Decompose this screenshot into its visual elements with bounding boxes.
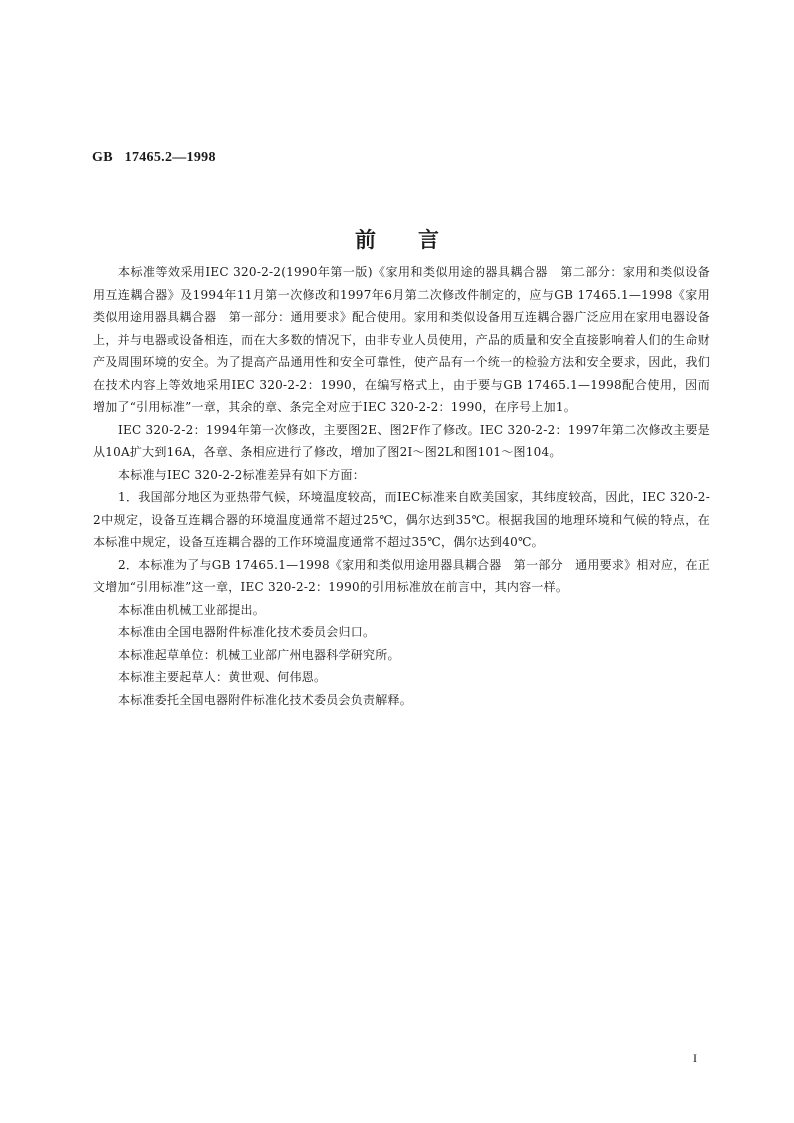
paragraph-amendments: IEC 320-2-2：1994年第一次修改，主要图2E、图2F作了修改。IEC 320-2-2：1997年第二次修改主要是从10A扩大到16A，各章、条相应进行了修改，增加了图2I～图2L和图101～图104。	[93, 422, 710, 459]
paragraph-proposer: 本标准由机械工业部提出。	[118, 602, 266, 617]
paragraph-centralized: 本标准由全国电器附件标准化技术委员会归口。	[118, 625, 376, 639]
standard-code: GB	[92, 150, 113, 165]
paragraph-difference-1: 1．我国部分地区为亚热带气候，环境温度较高，而IEC标准来自欧美国家，其纬度较高，因此，IEC 320-2-2中规定，设备互连耦合器的环境温度通常不超过25℃，偶尔达到35℃。根据我国的地理环境和气候的特点，在本标准中规定，设备互连耦合器的工作环境温度通常不超过35℃，偶尔达到40℃。	[93, 490, 710, 549]
foreword-body	[93, 261, 710, 711]
paragraph-differences-intro: 本标准与IEC 320-2-2标准差异有如下方面：	[118, 467, 366, 482]
standard-header	[92, 150, 216, 166]
paragraph-interpretation: 本标准委托全国电器附件标准化技术委员会负责解释。	[118, 692, 413, 707]
paragraph-drafting-unit: 本标准起草单位：机械工业部广州电器科学研究所。	[118, 647, 400, 662]
paragraph-difference-2: 2．本标准为了与GB 17465.1—1998《家用和类似用途用器具耦合器 第一部分 通用要求》相对应，在正文增加“引用标准”这一章，IEC 320-2-2：1990的引用标准放在前言中，其内容一样。	[93, 557, 710, 594]
paragraph-adoption: 本标准等效采用IEC 320-2-2(1990年第一版)《家用和类似用途的器具耦合器 第二部分：家用和类似设备用互连耦合器》及1994年11月第一次修改和1997年6月第二次修改件制定的，应与GB 17465.1—1998《家用类似用途用器具耦合器 第一部分：通用要求》配合使用。家用和类似设备用互连耦合器广泛应用在家用电器设备上，并与电器或设备相连，而在大多数的情况下，由非专业人员使用，产品的质量和安全直接影响着人们的生命财产及周围环境的安全。为了提高产品通用性和安全可靠性，使产品有一个统一的检验方法和安全要求，因此，我们在技术内容上等效地采用IEC 320-2-2：1990，在编写格式上，由于要与GB 17465.1—1998配合使用，因而增加了“引用标准”一章，其余的章、条完全对应于IEC 320-2-2：1990，在序号上加1。	[93, 265, 710, 414]
paragraph-drafters: 本标准主要起草人：黄世观、何伟恩。	[118, 670, 327, 684]
page-title: 前言	[355, 228, 481, 252]
page-number: I	[693, 1051, 697, 1065]
standard-number: 17465.2—1998	[124, 150, 216, 165]
